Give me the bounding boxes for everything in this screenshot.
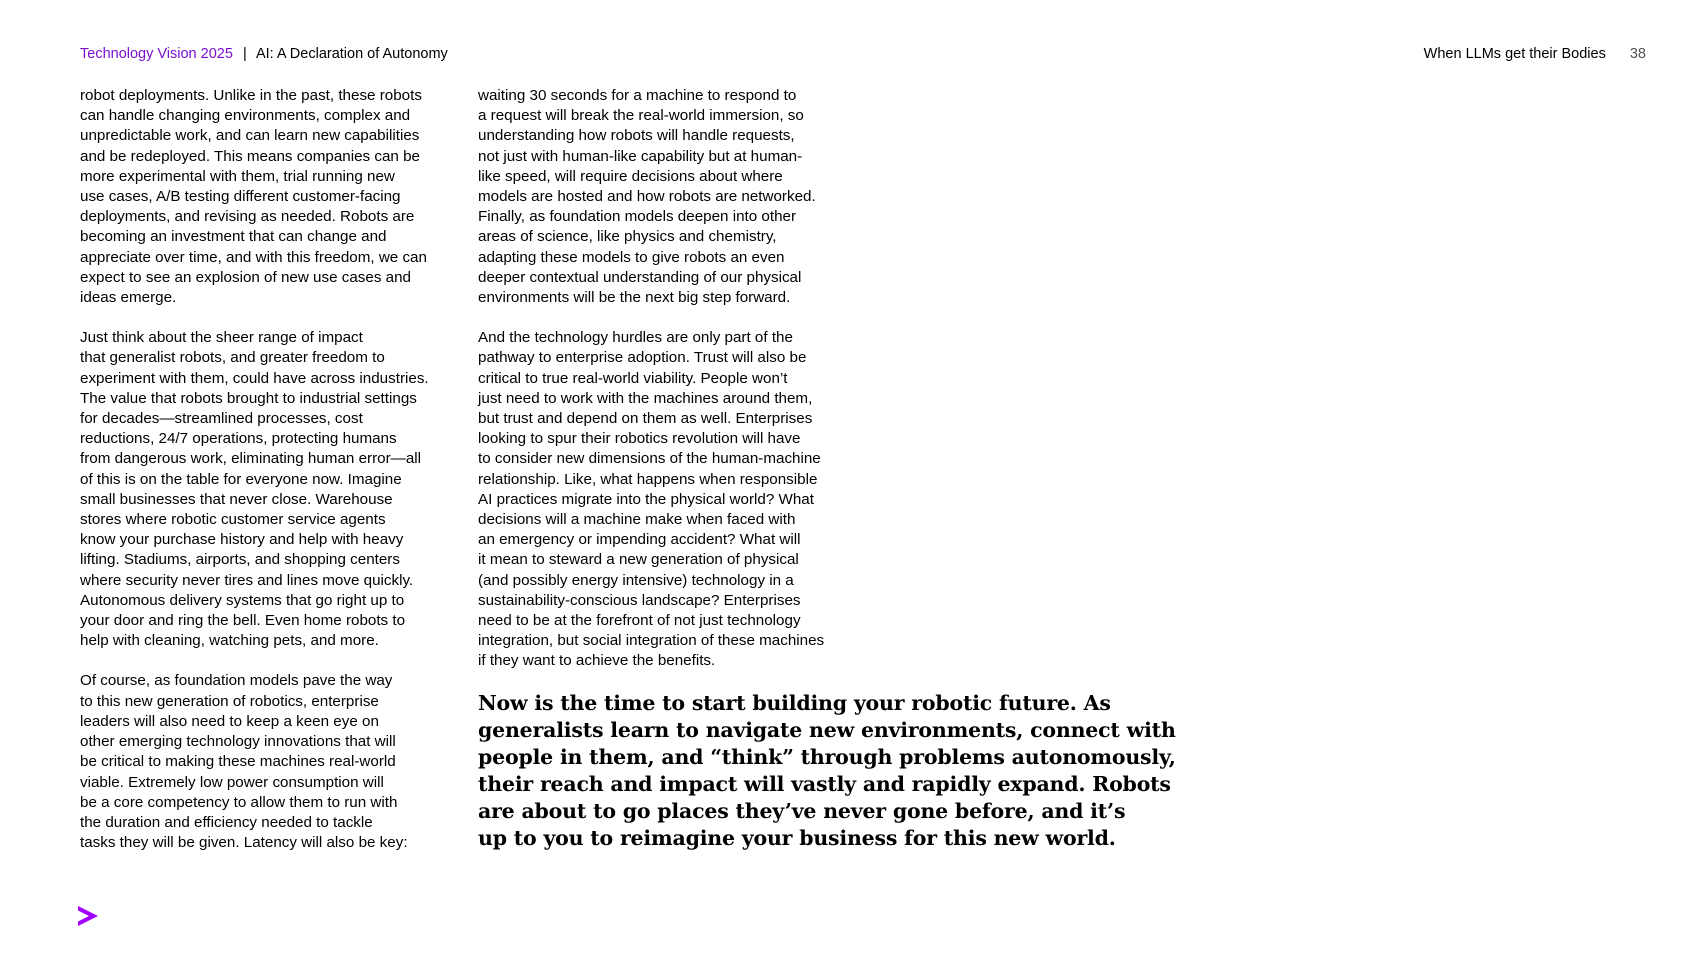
- text-line: use cases, A/B testing different customer-facing: [80, 188, 401, 206]
- text-line: experiment with them, could have across industries.: [80, 369, 429, 387]
- text-line: it mean to steward a new generation of physical: [478, 551, 799, 569]
- text-line: lifting. Stadiums, airports, and shopping centers: [80, 551, 400, 569]
- text-line: relationship. Like, what happens when responsible: [478, 470, 818, 488]
- brand-title: Technology Vision 2025: [80, 46, 233, 62]
- pull-quote-line: Now is the time to start building your robotic future. As: [478, 691, 1111, 715]
- pull-quote-line: are about to go places they’ve never gone before, and it’s: [478, 799, 1126, 823]
- text-line: like speed, will require decisions about where: [478, 167, 783, 185]
- text-line: deeper contextual understanding of our physical: [478, 268, 802, 286]
- text-line: just need to work with the machines around them,: [478, 389, 813, 407]
- text-line: an emergency or impending accident? What will: [478, 531, 801, 549]
- text-line: a request will break the real-world immersion, so: [478, 107, 804, 125]
- text-line: becoming an investment that can change and: [80, 228, 387, 246]
- text-line: small businesses that never close. Warehouse: [80, 490, 393, 508]
- page-number: 38: [1629, 46, 1646, 62]
- text-line: (and possibly energy intensive) technology in a: [478, 571, 794, 589]
- text-line: sustainability-conscious landscape? Enterprises: [478, 591, 801, 609]
- paragraph: [80, 86, 460, 308]
- paragraph: [80, 328, 460, 651]
- text-line: Of course, as foundation models pave the way: [80, 672, 393, 690]
- text-line: Finally, as foundation models deepen into other: [478, 208, 797, 226]
- text-line: deployments, and revising as needed. Robots are: [80, 208, 415, 226]
- text-line: unpredictable work, and can learn new capabilities: [80, 127, 420, 145]
- pull-quote-line: people in them, and “think” through problems autonomously,: [478, 745, 1176, 769]
- text-line: if they want to achieve the benefits.: [478, 652, 716, 670]
- text-line: robot deployments. Unlike in the past, these robots: [80, 87, 422, 104]
- text-line: more experimental with them, trial running new: [80, 167, 395, 185]
- paragraph: [478, 328, 878, 671]
- text-line: tasks they will be given. Latency will also be key:: [80, 834, 408, 852]
- text-line: leaders will also need to keep a keen eye on: [80, 712, 379, 730]
- text-line: to consider new dimensions of the human-machine: [478, 450, 821, 468]
- text-line: of this is on the table for everyone now. Imagine: [80, 470, 402, 488]
- text-line: not just with human-like capability but at human-: [478, 147, 803, 165]
- text-line: help with cleaning, watching pets, and more.: [80, 632, 379, 650]
- text-line: adapting these models to give robots an even: [478, 248, 785, 266]
- text-line: areas of science, like physics and chemistry,: [478, 228, 777, 246]
- text-line: pathway to enterprise adoption. Trust will also be: [478, 349, 807, 367]
- header-separator: |: [242, 46, 247, 62]
- text-line: but trust and depend on them as well. Enterprises: [478, 410, 813, 428]
- text-line: environments will be the next big step forward.: [478, 289, 791, 307]
- text-line: looking to spur their robotics revolution will have: [478, 430, 801, 448]
- body-column-1: [80, 86, 460, 873]
- text-line: that generalist robots, and greater freedom to: [80, 349, 385, 367]
- text-line: be a core competency to allow them to run with: [80, 793, 398, 811]
- body-column-2: [478, 86, 878, 692]
- text-line: critical to true real-world viability. People won’t: [478, 369, 788, 387]
- text-line: need to be at the forefront of not just technology: [478, 612, 801, 630]
- text-line: appreciate over time, and with this freedom, we can: [80, 248, 427, 266]
- text-line: from dangerous work, eliminating human error—all: [80, 450, 422, 468]
- text-line: to this new generation of robotics, enterprise: [80, 692, 379, 710]
- section-title: When LLMs get their Bodies: [1423, 46, 1606, 62]
- text-line: viable. Extremely low power consumption will: [80, 773, 384, 791]
- paragraph: [478, 86, 878, 308]
- text-line: can handle changing environments, complex and: [80, 107, 411, 125]
- report-title: AI: A Declaration of Autonomy: [255, 46, 448, 62]
- text-line: and be redeployed. This means companies can be: [80, 147, 420, 165]
- text-line: AI practices migrate into the physical world? What: [478, 490, 814, 508]
- text-line: Just think about the sheer range of impact: [80, 329, 363, 347]
- accenture-chevron-icon: [76, 904, 100, 928]
- text-line: know your purchase history and help with heavy: [80, 531, 404, 549]
- text-line: stores where robotic customer service agents: [80, 511, 386, 529]
- header-left: [80, 46, 448, 62]
- text-line: for decades—streamlined processes, cost: [80, 410, 363, 428]
- pull-quote: [478, 690, 1176, 852]
- text-line: Autonomous delivery systems that go right up to: [80, 591, 405, 609]
- text-line: models are hosted and how robots are networked.: [478, 188, 816, 206]
- text-line: waiting 30 seconds for a machine to respond to: [478, 87, 797, 104]
- text-line: reductions, 24/7 operations, protecting humans: [80, 430, 397, 448]
- paragraph: [80, 671, 460, 853]
- text-line: the duration and efficiency needed to tackle: [80, 813, 373, 831]
- text-line: The value that robots brought to industrial settings: [80, 389, 417, 407]
- pull-quote-line: generalists learn to navigate new environments, connect with: [478, 718, 1176, 742]
- pull-quote-line: their reach and impact will vastly and rapidly expand. Robots: [478, 772, 1171, 796]
- text-line: decisions will a machine make when faced with: [478, 511, 796, 529]
- text-line: other emerging technology innovations that will: [80, 733, 396, 751]
- text-line: And the technology hurdles are only part of the: [478, 329, 793, 347]
- text-line: expect to see an explosion of new use cases and: [80, 268, 411, 286]
- pull-quote-line: up to you to reimagine your business for this new world.: [478, 826, 1116, 850]
- text-line: ideas emerge.: [80, 289, 177, 307]
- text-line: where security never tires and lines move quickly.: [80, 571, 414, 589]
- text-line: understanding how robots will handle requests,: [478, 127, 795, 145]
- text-line: your door and ring the bell. Even home robots to: [80, 612, 406, 630]
- header-right: [1424, 46, 1646, 62]
- text-line: be critical to making these machines real-world: [80, 753, 396, 771]
- text-line: integration, but social integration of these machines: [478, 632, 825, 650]
